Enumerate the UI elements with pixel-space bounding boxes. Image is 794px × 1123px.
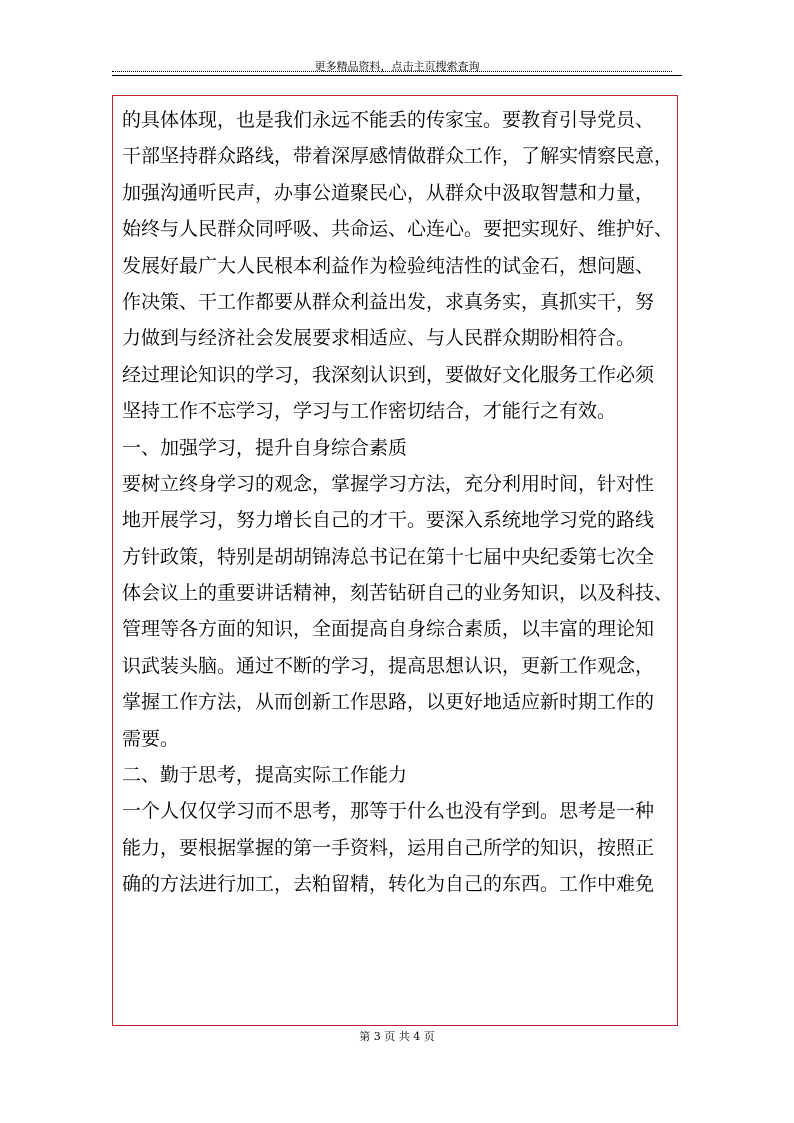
section-heading: 一、加强学习，提升自身综合素质 <box>122 436 408 459</box>
content-frame <box>112 95 678 1026</box>
text-line: 坚持工作不忘学习，学习与工作密切结合，才能行之有效。 <box>122 400 617 423</box>
text-line: 的具体体现，也是我们永远不能丢的传家宝。要教育引导党员、 <box>122 109 655 131</box>
page-number-footer: 第 3 页 共 4 页 <box>359 1030 435 1043</box>
text-line: 需要。 <box>122 727 180 750</box>
text-line: 加强沟通听民声，办事公道聚民心，从群众中汲取智慧和力量， <box>122 181 655 204</box>
text-line: 能力，要根据掌握的第一手资料，运用自己所学的知识，按照正 <box>122 836 655 859</box>
text-line: 地开展学习，努力增长自己的才干。要深入系统地学习党的路线 <box>122 509 655 532</box>
text-line: 体会议上的重要讲话精神，刻苦钻研自己的业务知识，以及科技、 <box>122 582 674 605</box>
section-heading: 二、勤于思考，提高实际工作能力 <box>122 764 408 787</box>
text-line: 作决策、干工作都要从群众利益出发，求真务实，真抓实干，努 <box>122 290 655 313</box>
text-line: 始终与人民群众同呼吸、共命运、心连心。要把实现好、维护好、 <box>122 218 674 241</box>
text-line: 识武装头脑。通过不断的学习，提高思想认识，更新工作观念， <box>122 654 655 677</box>
text-line: 方针政策，特别是胡胡锦涛总书记在第十七届中央纪委第七次全 <box>122 545 655 568</box>
header-dotted-rule <box>112 71 672 72</box>
body-text <box>122 102 678 903</box>
text-line: 确的方法进行加工，去粕留精，转化为自己的东西。工作中难免 <box>122 873 655 896</box>
text-line: 要树立终身学习的观念，掌握学习方法，充分利用时间，针对性 <box>122 472 655 495</box>
text-line: 发展好最广大人民根本利益作为检验纯洁性的试金石，想问题、 <box>122 254 655 277</box>
text-line: 经过理论知识的学习，我深刻认识到，要做好文化服务工作必须 <box>122 363 655 386</box>
text-line: 干部坚持群众路线，带着深厚感情做群众工作，了解实情察民意， <box>122 145 674 168</box>
text-line: 一个人仅仅学习而不思考，那等于什么也没有学到。思考是一种 <box>122 800 655 823</box>
text-line: 力做到与经济社会发展要求相适应、与人民群众期盼相符合。 <box>122 327 636 350</box>
text-line: 掌握工作方法，从而创新工作思路，以更好地适应新时期工作的 <box>122 691 655 714</box>
header-solid-rule <box>112 75 682 76</box>
page-header-text: 更多精品资料，点击主页搜索查询 <box>314 60 480 73</box>
text-line: 管理等各方面的知识，全面提高自身综合素质，以丰富的理论知 <box>122 618 655 641</box>
